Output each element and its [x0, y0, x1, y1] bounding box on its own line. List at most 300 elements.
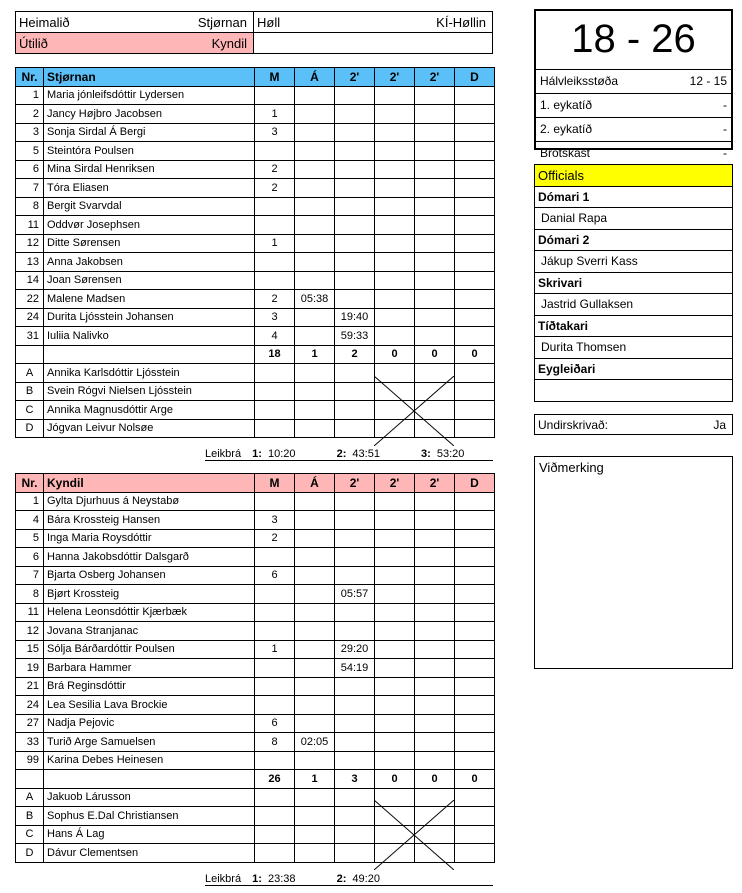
player-suspension-2	[375, 585, 415, 604]
player-name: Steintóra Poulsen	[44, 142, 255, 161]
player-disqualification	[455, 216, 495, 235]
player-warning	[295, 271, 335, 290]
player-warning	[295, 659, 335, 678]
player-suspension-1	[335, 197, 375, 216]
halftime-row	[536, 70, 731, 94]
player-disqualification	[455, 640, 495, 659]
col-2min-1: 2'	[335, 68, 375, 87]
player-warning	[295, 714, 335, 733]
player-warning	[295, 585, 335, 604]
player-goals	[255, 216, 295, 235]
player-suspension-3	[415, 142, 455, 161]
staff-suspension	[295, 364, 335, 383]
player-suspension-3	[415, 659, 455, 678]
staff-suspension	[295, 419, 335, 438]
player-disqualification	[455, 160, 495, 179]
col-d: D	[455, 68, 495, 87]
total-suspension-2: 0	[375, 345, 415, 364]
away-timeout-1-label: 1:	[252, 873, 262, 885]
player-name: Jovana Stranjanac	[44, 622, 255, 641]
total-suspension-1: 3	[335, 770, 375, 789]
player-suspension-2	[375, 696, 415, 715]
player-disqualification	[455, 271, 495, 290]
player-suspension-1	[335, 566, 375, 585]
player-suspension-1: 54:19	[335, 659, 375, 678]
staff-warning	[255, 788, 295, 807]
player-suspension-2	[375, 160, 415, 179]
player-goals: 2	[255, 529, 295, 548]
player-suspension-2	[375, 86, 415, 105]
player-suspension-1	[335, 714, 375, 733]
staff-name: Sophus E.Dal Christiansen	[44, 807, 255, 826]
player-goals	[255, 548, 295, 567]
player-number: 5	[16, 142, 44, 161]
staff-cell-1	[335, 419, 375, 438]
totals-spacer	[16, 345, 44, 364]
player-warning	[295, 234, 335, 253]
player-suspension-3	[415, 179, 455, 198]
player-number: 3	[16, 123, 44, 142]
player-name: Sonja Sirdal Á Bergi	[44, 123, 255, 142]
player-warning	[295, 105, 335, 124]
staff-suspension	[295, 788, 335, 807]
player-suspension-3	[415, 160, 455, 179]
player-goals: 3	[255, 123, 295, 142]
player-name: Bjarta Osberg Johansen	[44, 566, 255, 585]
away-table-header	[16, 474, 495, 493]
official-role-4: Tíðtakari	[535, 316, 732, 337]
staff-suspension	[295, 807, 335, 826]
player-suspension-1	[335, 234, 375, 253]
staff-id: C	[16, 401, 44, 420]
player-row	[16, 529, 495, 548]
official-name-1: Danial Rapa	[535, 208, 732, 230]
player-suspension-2	[375, 511, 415, 530]
col-a: Á	[295, 474, 335, 493]
player-name: Bergit Svarvdal	[44, 197, 255, 216]
signed-box	[534, 414, 733, 435]
away-timeout-2: 49:20	[352, 873, 380, 885]
player-row	[16, 234, 495, 253]
staff-name: Jakuob Lárusson	[44, 788, 255, 807]
player-suspension-3	[415, 714, 455, 733]
staff-warning	[255, 364, 295, 383]
player-number: 8	[16, 197, 44, 216]
staff-cell-4	[455, 401, 495, 420]
totals-spacer	[44, 345, 255, 364]
player-goals: 3	[255, 511, 295, 530]
staff-name: Hans Á Lag	[44, 825, 255, 844]
player-suspension-2	[375, 714, 415, 733]
player-number: 11	[16, 216, 44, 235]
player-warning	[295, 511, 335, 530]
player-row	[16, 216, 495, 235]
player-suspension-2	[375, 216, 415, 235]
player-suspension-2	[375, 659, 415, 678]
player-suspension-3	[415, 566, 455, 585]
player-goals	[255, 622, 295, 641]
venue-label: Høll	[257, 14, 281, 30]
col-2min-2: 2'	[375, 68, 415, 87]
player-goals: 1	[255, 105, 295, 124]
staff-cell-4	[455, 825, 495, 844]
staff-id: B	[16, 382, 44, 401]
player-suspension-2	[375, 751, 415, 770]
player-number: 11	[16, 603, 44, 622]
player-disqualification	[455, 529, 495, 548]
col-m: M	[255, 474, 295, 493]
player-disqualification	[455, 548, 495, 567]
home-timeout-2: 43:51	[352, 448, 380, 460]
player-suspension-3	[415, 603, 455, 622]
col-2min-3: 2'	[415, 474, 455, 493]
extra-time-2-value: -	[723, 122, 727, 136]
player-row	[16, 105, 495, 124]
player-name: Hanna Jakobsdóttir Dalsgarð	[44, 548, 255, 567]
player-disqualification	[455, 677, 495, 696]
player-goals	[255, 751, 295, 770]
player-name: Sólja Bárðardóttir Poulsen	[44, 640, 255, 659]
player-goals: 6	[255, 714, 295, 733]
player-warning	[295, 308, 335, 327]
col-m: M	[255, 68, 295, 87]
player-suspension-2	[375, 677, 415, 696]
player-number: 33	[16, 733, 44, 752]
player-number: 24	[16, 696, 44, 715]
player-disqualification	[455, 733, 495, 752]
player-suspension-2	[375, 640, 415, 659]
staff-suspension	[295, 844, 335, 863]
total-suspension-3: 0	[415, 770, 455, 789]
player-suspension-3	[415, 751, 455, 770]
player-suspension-2	[375, 308, 415, 327]
extra-time-1-value: -	[723, 98, 727, 112]
player-row	[16, 585, 495, 604]
player-row	[16, 640, 495, 659]
player-goals: 3	[255, 308, 295, 327]
col-2min-3: 2'	[415, 68, 455, 87]
player-suspension-2	[375, 142, 415, 161]
official-name-2: Jákup Sverri Kass	[535, 251, 732, 273]
player-number: 12	[16, 622, 44, 641]
away-team-section	[15, 473, 495, 863]
player-suspension-1	[335, 751, 375, 770]
away-team-name: Kyndil	[211, 35, 247, 51]
home-timeout-label: Leikbrá	[205, 448, 242, 460]
staff-cell-4	[455, 364, 495, 383]
player-goals	[255, 253, 295, 272]
player-suspension-1: 29:20	[335, 640, 375, 659]
player-row	[16, 271, 495, 290]
player-suspension-1	[335, 529, 375, 548]
player-disqualification	[455, 696, 495, 715]
staff-name: Dávur Clementsen	[44, 844, 255, 863]
player-suspension-2	[375, 179, 415, 198]
staff-warning	[255, 825, 295, 844]
staff-cell-1	[335, 807, 375, 826]
player-name: Mina Sirdal Henriksen	[44, 160, 255, 179]
player-suspension-2	[375, 529, 415, 548]
player-name: Anna Jakobsen	[44, 253, 255, 272]
home-staff-cross	[374, 376, 454, 446]
player-warning	[295, 566, 335, 585]
player-suspension-3	[415, 640, 455, 659]
player-row	[16, 733, 495, 752]
home-table-header	[16, 68, 495, 87]
player-suspension-3	[415, 197, 455, 216]
player-name: Durita Ljósstein Johansen	[44, 308, 255, 327]
player-number: 22	[16, 290, 44, 309]
player-name: Lea Sesilia Lava Brockie	[44, 696, 255, 715]
player-warning	[295, 696, 335, 715]
home-team-row	[15, 11, 254, 33]
totals-row	[16, 345, 495, 364]
player-name: Jancy Højbro Jacobsen	[44, 105, 255, 124]
staff-suspension	[295, 825, 335, 844]
player-number: 24	[16, 308, 44, 327]
player-number: 14	[16, 271, 44, 290]
player-suspension-3	[415, 234, 455, 253]
penalties-row	[536, 142, 731, 165]
player-suspension-2	[375, 234, 415, 253]
staff-cell-4	[455, 419, 495, 438]
player-warning	[295, 142, 335, 161]
player-disqualification	[455, 308, 495, 327]
halftime-value: 12 - 15	[689, 74, 727, 88]
total-suspension-2: 0	[375, 770, 415, 789]
player-disqualification	[455, 105, 495, 124]
player-warning	[295, 677, 335, 696]
player-suspension-1	[335, 216, 375, 235]
player-suspension-3	[415, 585, 455, 604]
extra-time-2-row	[536, 118, 731, 142]
player-disqualification	[455, 123, 495, 142]
player-goals	[255, 696, 295, 715]
player-row	[16, 86, 495, 105]
player-name: Karina Debes Heinesen	[44, 751, 255, 770]
player-disqualification	[455, 197, 495, 216]
player-number: 5	[16, 529, 44, 548]
player-suspension-1	[335, 622, 375, 641]
player-disqualification	[455, 511, 495, 530]
staff-cell-1	[335, 401, 375, 420]
player-warning	[295, 197, 335, 216]
player-goals: 6	[255, 566, 295, 585]
player-suspension-3	[415, 529, 455, 548]
staff-warning	[255, 844, 295, 863]
player-row	[16, 142, 495, 161]
player-suspension-1	[335, 511, 375, 530]
player-row	[16, 714, 495, 733]
staff-name: Jógvan Leivur Nolsøe	[44, 419, 255, 438]
player-name: Bjørt Krossteig	[44, 585, 255, 604]
player-row	[16, 123, 495, 142]
player-suspension-3	[415, 548, 455, 567]
player-suspension-3	[415, 622, 455, 641]
col-team-name: Stjørnan	[44, 68, 255, 87]
player-disqualification	[455, 179, 495, 198]
player-warning	[295, 548, 335, 567]
player-suspension-3	[415, 677, 455, 696]
player-goals	[255, 677, 295, 696]
col-a: Á	[295, 68, 335, 87]
away-staff-cross	[374, 800, 454, 870]
player-disqualification	[455, 622, 495, 641]
player-name: Bára Krossteig Hansen	[44, 511, 255, 530]
away-timeout-label: Leikbrá	[205, 873, 242, 885]
player-warning	[295, 123, 335, 142]
venue-name: KÍ-Høllin	[436, 14, 486, 30]
col-d: D	[455, 474, 495, 493]
player-suspension-3	[415, 290, 455, 309]
player-disqualification	[455, 253, 495, 272]
official-name-3: Jastrid Gullaksen	[535, 294, 732, 316]
player-number: 2	[16, 105, 44, 124]
staff-name: Annika Magnusdóttir Arge	[44, 401, 255, 420]
player-name: Brá Reginsdóttir	[44, 677, 255, 696]
player-name: Helena Leonsdóttir Kjærbæk	[44, 603, 255, 622]
player-disqualification	[455, 566, 495, 585]
player-goals	[255, 271, 295, 290]
player-goals	[255, 585, 295, 604]
player-number: 13	[16, 253, 44, 272]
staff-warning	[255, 382, 295, 401]
venue-extra-row	[253, 32, 493, 54]
player-row	[16, 603, 495, 622]
player-warning	[295, 640, 335, 659]
player-goals: 2	[255, 290, 295, 309]
player-disqualification	[455, 714, 495, 733]
home-timeouts	[205, 448, 493, 461]
staff-id: C	[16, 825, 44, 844]
player-warning	[295, 253, 335, 272]
col-team-name: Kyndil	[44, 474, 255, 493]
player-suspension-1	[335, 290, 375, 309]
player-number: 99	[16, 751, 44, 770]
player-suspension-1	[335, 492, 375, 511]
player-suspension-1	[335, 603, 375, 622]
official-role-1: Dómari 1	[535, 187, 732, 208]
player-suspension-3	[415, 308, 455, 327]
player-suspension-3	[415, 123, 455, 142]
player-row	[16, 197, 495, 216]
player-name: Joan Sørensen	[44, 271, 255, 290]
player-number: 1	[16, 86, 44, 105]
staff-id: D	[16, 419, 44, 438]
player-suspension-1	[335, 123, 375, 142]
player-goals	[255, 142, 295, 161]
player-number: 4	[16, 511, 44, 530]
staff-name: Annika Karlsdóttir Ljósstein	[44, 364, 255, 383]
signed-value: Ja	[713, 417, 726, 432]
player-warning	[295, 492, 335, 511]
player-disqualification	[455, 142, 495, 161]
player-suspension-1	[335, 271, 375, 290]
staff-cell-4	[455, 844, 495, 863]
player-number: 7	[16, 179, 44, 198]
official-name-4: Durita Thomsen	[535, 337, 732, 359]
player-row	[16, 253, 495, 272]
home-timeout-3-label: 3:	[421, 448, 431, 460]
player-disqualification	[455, 234, 495, 253]
player-goals: 4	[255, 327, 295, 346]
staff-id: D	[16, 844, 44, 863]
total-goals: 26	[255, 770, 295, 789]
player-number: 31	[16, 327, 44, 346]
staff-cell-4	[455, 807, 495, 826]
home-team-name: Stjørnan	[197, 14, 247, 30]
player-goals: 1	[255, 234, 295, 253]
player-name: Turið Arge Samuelsen	[44, 733, 255, 752]
player-number: 27	[16, 714, 44, 733]
player-goals	[255, 603, 295, 622]
final-score: 18 - 26	[536, 11, 731, 70]
player-suspension-2	[375, 622, 415, 641]
total-disqualifications: 0	[455, 770, 495, 789]
total-warnings: 1	[295, 770, 335, 789]
player-number: 8	[16, 585, 44, 604]
player-suspension-3	[415, 253, 455, 272]
player-name: Tóra Eliasen	[44, 179, 255, 198]
player-suspension-3	[415, 86, 455, 105]
away-timeout-1: 23:38	[267, 873, 296, 885]
player-goals	[255, 197, 295, 216]
staff-cell-1	[335, 382, 375, 401]
player-goals: 8	[255, 733, 295, 752]
player-name: Ditte Sørensen	[44, 234, 255, 253]
player-goals: 2	[255, 179, 295, 198]
player-suspension-2	[375, 253, 415, 272]
extra-time-2-label: 2. eykatíð	[540, 122, 593, 136]
home-timeout-1-label: 1:	[252, 448, 262, 460]
score-box	[534, 9, 733, 160]
player-disqualification	[455, 327, 495, 346]
total-suspension-3: 0	[415, 345, 455, 364]
player-number: 7	[16, 566, 44, 585]
player-name: Maria jónleifsdóttir Lydersen	[44, 86, 255, 105]
away-label: Útilið	[19, 35, 48, 51]
official-role-3: Skrivari	[535, 273, 732, 294]
player-number: 19	[16, 659, 44, 678]
staff-suspension	[295, 401, 335, 420]
player-name: Gylta Djurhuus á Neystabø	[44, 492, 255, 511]
player-suspension-2	[375, 271, 415, 290]
player-warning: 05:38	[295, 290, 335, 309]
player-suspension-1	[335, 179, 375, 198]
staff-cell-1	[335, 844, 375, 863]
staff-cell-4	[455, 788, 495, 807]
staff-id: A	[16, 364, 44, 383]
player-suspension-2	[375, 123, 415, 142]
player-suspension-1	[335, 142, 375, 161]
player-suspension-1	[335, 105, 375, 124]
player-suspension-2	[375, 492, 415, 511]
player-row	[16, 492, 495, 511]
col-nr: Nr.	[16, 474, 44, 493]
player-suspension-2	[375, 733, 415, 752]
player-row	[16, 179, 495, 198]
player-row	[16, 327, 495, 346]
player-suspension-2	[375, 327, 415, 346]
player-disqualification	[455, 603, 495, 622]
player-suspension-2	[375, 603, 415, 622]
remarks-box	[534, 456, 733, 669]
col-2min-2: 2'	[375, 474, 415, 493]
officials-title: Officials	[535, 165, 732, 187]
total-suspension-1: 2	[335, 345, 375, 364]
player-warning	[295, 529, 335, 548]
player-warning: 02:05	[295, 733, 335, 752]
